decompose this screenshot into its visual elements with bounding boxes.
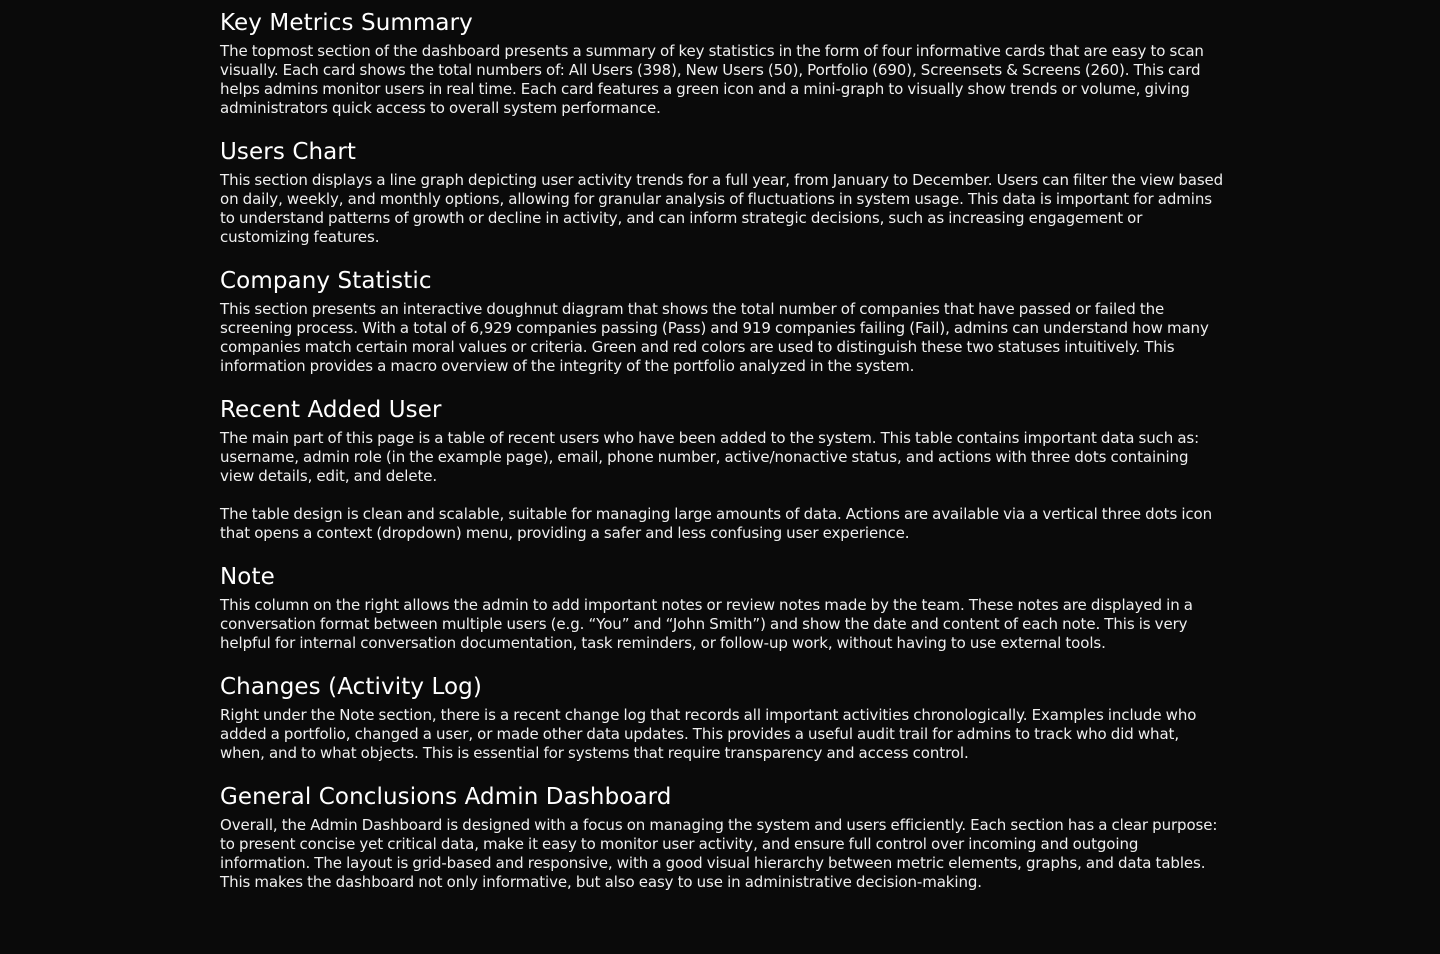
- section-heading: Note: [220, 564, 275, 590]
- section-heading: Recent Added User: [220, 397, 442, 423]
- section-heading: Changes (Activity Log): [220, 674, 482, 700]
- section-recent-added-user: [220, 394, 1224, 543]
- section-note: [220, 561, 1224, 653]
- section-heading: Key Metrics Summary: [220, 10, 473, 36]
- section-paragraph: This column on the right allows the admin to add important notes or review notes made by the team. These notes are displayed in a conversation format between multiple users (e.g. “You” and “John Smith”) and show the date and content of each note. This is very helpful for internal conversation documentation, task reminders, or follow-up work, without having to use external tools.: [220, 596, 1193, 652]
- section-paragraph: Overall, the Admin Dashboard is designed with a focus on managing the system and users efficiently. Each section has a clear purpose: to present concise yet critical data, make it easy to monitor user activity, and ensure full control over incoming and outgoing information. The layout is grid-based and responsive, with a good visual hierarchy between metric elements, graphs, and data tables. This makes the dashboard not only informative, but also easy to use in administrative decision-making.: [220, 816, 1218, 891]
- section-heading: Users Chart: [220, 139, 357, 165]
- section-changes-activity-log: [220, 671, 1224, 763]
- section-paragraph: This section displays a line graph depicting user activity trends for a full year, from January to December. Users can filter the view based on daily, weekly, and monthly options, allowing for granular analysis of fluctuations in system usage. This data is important for admins to understand patterns of growth or decline in activity, and can inform strategic decisions, such as increasing engagement or customizing features.: [220, 171, 1224, 246]
- document-body: [220, 7, 1224, 910]
- section-heading: General Conclusions Admin Dashboard: [220, 784, 672, 810]
- section-key-metrics-summary: [220, 7, 1224, 118]
- section-paragraph: The table design is clean and scalable, suitable for managing large amounts of data. Actions are available via a vertical three dots icon that opens a context (dropdown) menu, providing a safer and less confusing user experience.: [220, 505, 1213, 542]
- section-paragraph: This section presents an interactive doughnut diagram that shows the total number of companies that have passed or failed the screening process. With a total of 6,929 companies passing (Pass) and 919 companies failing (Fail), admins can understand how many companies match certain moral values or criteria. Green and red colors are used to distinguish these two statuses intuitively. This information provides a macro overview of the integrity of the portfolio analyzed in the system.: [220, 300, 1209, 375]
- section-users-chart: [220, 136, 1224, 247]
- section-paragraph: The topmost section of the dashboard presents a summary of key statistics in the form of four informative cards that are easy to scan visually. Each card shows the total numbers of: All Users (398), New Users (50), Portfolio (690), Screensets & Screens (260). This card helps admins monitor users in real time. Each card features a green icon and a mini-graph to visually show trends or volume, giving administrators quick access to overall system performance.: [220, 42, 1204, 117]
- section-paragraph: Right under the Note section, there is a recent change log that records all important activities chronologically. Examples include who added a portfolio, changed a user, or made other data updates. This provides a useful audit trail for admins to track who did what, when, and to what objects. This is essential for systems that require transparency and access control.: [220, 706, 1197, 762]
- section-general-conclusions: [220, 781, 1224, 892]
- section-heading: Company Statistic: [220, 268, 432, 294]
- section-company-statistic: [220, 265, 1224, 376]
- section-paragraph: The main part of this page is a table of recent users who have been added to the system. This table contains important data such as: username, admin role (in the example page), email, phone number, active/nonactive status, and actions with three dots containing view details, edit, and delete.: [220, 429, 1200, 485]
